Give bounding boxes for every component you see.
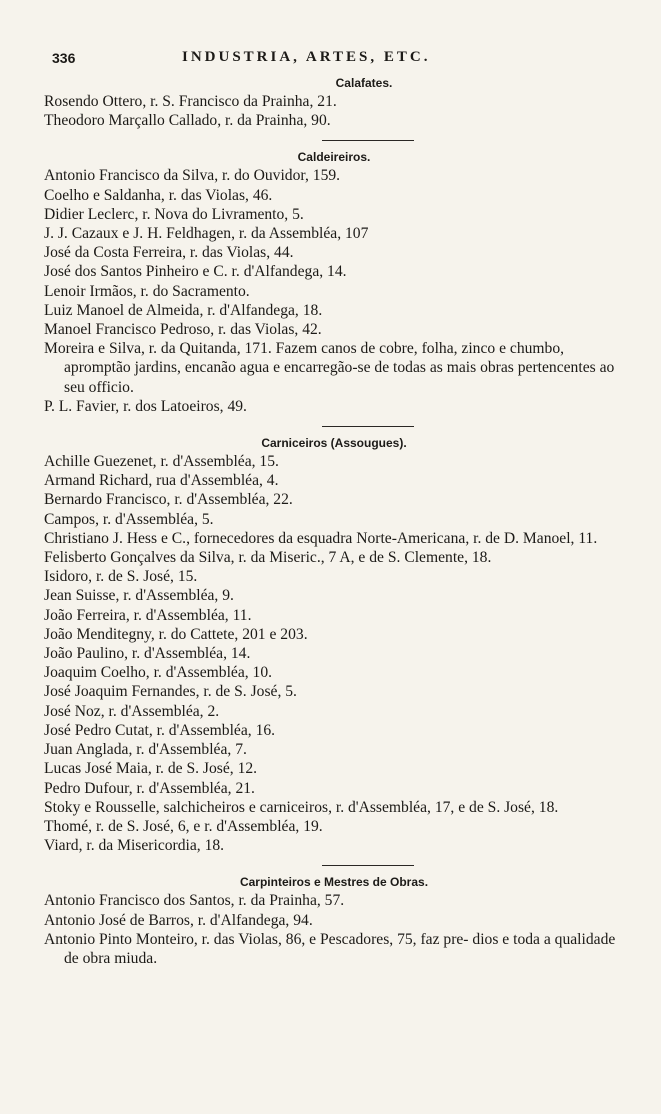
list-item: Achille Guezenet, r. d'Assembléa, 15.: [44, 453, 279, 471]
list-item: Manoel Francisco Pedroso, r. das Violas, 42.: [44, 321, 322, 339]
list-item: Viard, r. da Misericordia, 18.: [44, 837, 225, 855]
running-head: [52, 50, 612, 72]
list-item: José dos Santos Pinheiro e C. r. d'Alfandega, 14.: [44, 263, 347, 281]
section-heading-carpinteiros: Carpinteiros e Mestres de Obras.: [239, 875, 429, 890]
list-item: José da Costa Ferreira, r. das Violas, 44.: [44, 244, 294, 262]
page-number: 336: [52, 50, 76, 66]
list-item: Stoky e Rousselle, salchicheiros e carniceiros, r. d'Assembléa, 17, e de S. José, 18.: [44, 798, 559, 816]
list-item: Rosendo Ottero, r. S. Francisco da Prainha, 21.: [44, 93, 337, 110]
list-item: Luiz Manoel de Almeida, r. d'Alfandega, 18.: [44, 301, 323, 319]
running-title: INDUSTRIA, ARTES, ETC.: [182, 49, 431, 65]
list-item: José Pedro Cutat, r. d'Assembléa, 16.: [44, 721, 276, 739]
list-item: Antonio José de Barros, r. d'Alfandega, 94.: [44, 911, 313, 929]
list-item: Antonio Francisco da Silva, r. do Ouvidor, 159.: [44, 167, 341, 185]
list-item: Moreira e Silva, r. da Quitanda, 171. Fazem canos de cobre, folha, zinco e chumbo, apromptão jardins, encanão agua e encarregão-se de todas as mais obras pertencentes ao seu officio.: [44, 340, 615, 396]
list-item: Lenoir Irmãos, r. do Sacramento.: [44, 282, 250, 300]
list-item: Lucas José Maia, r. de S. José, 12.: [44, 760, 258, 778]
section-divider: [322, 140, 414, 141]
list-item: Isidoro, r. de S. José, 15.: [44, 568, 198, 586]
directory-listing: [44, 75, 624, 968]
list-item: Pedro Dufour, r. d'Assembléa, 21.: [44, 779, 255, 797]
list-item: João Paulino, r. d'Assembléa, 14.: [44, 645, 251, 663]
list-item: José Noz, r. d'Assembléa, 2.: [44, 702, 220, 720]
section-heading-carniceiros: Carniceiros (Assougues).: [261, 436, 407, 451]
list-item: Didier Leclerc, r. Nova do Livramento, 5.: [44, 205, 304, 223]
section-heading-calafates: Calafates.: [335, 76, 393, 90]
list-item: Thomé, r. de S. José, 6, e r. d'Assembléa, 19.: [44, 817, 323, 835]
list-item: P. L. Favier, r. dos Latoeiros, 49.: [44, 397, 247, 415]
list-item: João Ferreira, r. d'Assembléa, 11.: [44, 606, 252, 624]
list-item: Campos, r. d'Assembléa, 5.: [44, 510, 214, 528]
list-item: Christiano J. Hess e C., fornecedores da esquadra Norte-Americana, r. de D. Manoel, 11.: [44, 529, 598, 547]
list-item: Antonio Francisco dos Santos, r. da Prainha, 57.: [44, 892, 345, 910]
list-item: Felisberto Gonçalves da Silva, r. da Miseric., 7 A, e de S. Clemente, 18.: [44, 549, 492, 567]
list-item: Coelho e Saldanha, r. das Violas, 46.: [44, 186, 273, 204]
list-item: João Menditegny, r. do Cattete, 201 e 203.: [44, 625, 308, 643]
list-item: J. J. Cazaux e J. H. Feldhagen, r. da Assembléa, 107: [44, 225, 369, 243]
list-item: Theodoro Marçallo Callado, r. da Prainha, 90.: [44, 112, 331, 130]
list-item: Bernardo Francisco, r. d'Assembléa, 22.: [44, 491, 293, 509]
section-divider: [322, 865, 414, 866]
list-item: Antonio Pinto Monteiro, r. das Violas, 86, e Pescadores, 75, faz pre- dios e toda a qualidade de obra miuda.: [44, 930, 616, 967]
section-heading-caldeireiros: Caldeireiros.: [297, 150, 371, 165]
list-item: Joaquim Coelho, r. d'Assembléa, 10.: [44, 664, 273, 682]
list-item: Armand Richard, rua d'Assembléa, 4.: [44, 472, 279, 490]
list-item: José Joaquim Fernandes, r. de S. José, 5.: [44, 683, 297, 701]
list-item: Juan Anglada, r. d'Assembléa, 7.: [44, 741, 247, 759]
section-divider: [322, 426, 414, 427]
list-item: Jean Suisse, r. d'Assembléa, 9.: [44, 587, 234, 605]
